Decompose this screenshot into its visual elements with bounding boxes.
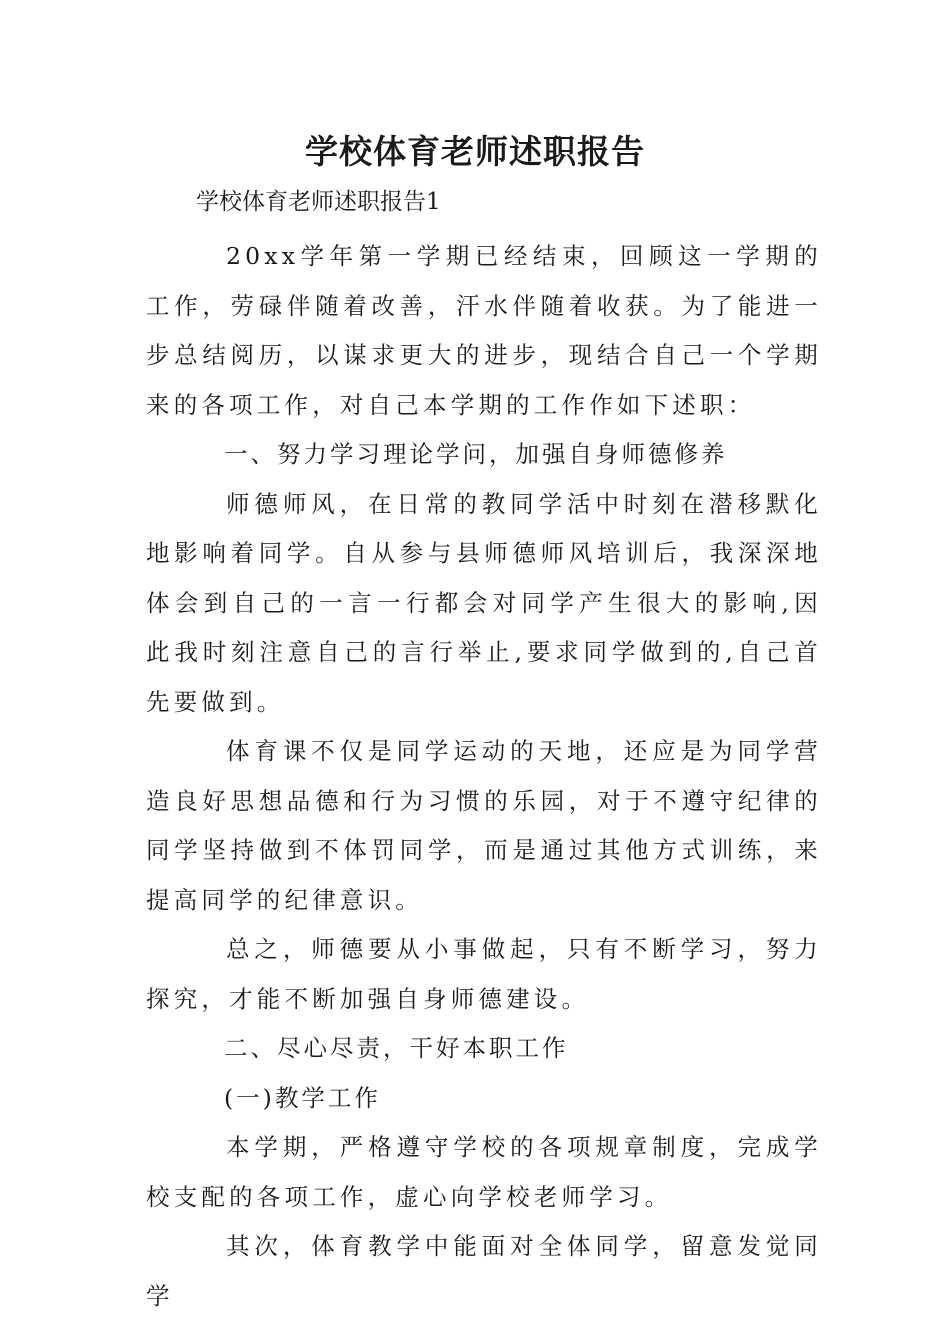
subsection-heading: (一)教学工作: [224, 1083, 381, 1112]
document-body: [146, 232, 822, 1321]
section-heading: 一、努力学习理论学问，加强自身师德修养: [224, 440, 728, 468]
paragraph: 本学期，严格遵守学校的各项规章制度，完成学校支配的各项工作，虚心向学校老师学习。: [146, 1133, 822, 1211]
section-heading: 二、尽心尽责，干好本职工作: [224, 1034, 569, 1062]
paragraph: 师德师风，在日常的教同学活中时刻在潜移默化地影响着同学。自从参与县师德师风培训后，我深深地体会到自己的一言一行都会对同学产生很大的影响,因此我时刻注意自己的言行举止,要求同学做到的,自己首先要做到。: [146, 489, 822, 716]
document-subtitle: 学校体育老师述职报告1: [196, 189, 441, 215]
paragraph: 其次，体育教学中能面对全体同学，留意发觉同学: [146, 1232, 822, 1310]
paragraph: 20xx学年第一学期已经结束，回顾这一学期的工作，劳碌伴随着改善，汗水伴随着收获。为了能进一步总结阅历，以谋求更大的进步，现结合自己一个学期来的各项工作，对自己本学期的工作作如下述职：: [146, 242, 822, 419]
paragraph: 体育课不仅是同学运动的天地，还应是为同学营造良好思想品德和行为习惯的乐园，对于不遵守纪律的同学坚持做到不体罚同学，而是通过其他方式训练，来提高同学的纪律意识。: [146, 737, 822, 914]
document-title: 学校体育老师述职报告: [305, 132, 645, 171]
paragraph: 总之，师德要从小事做起，只有不断学习，努力探究，才能不断加强自身师德建设。: [146, 935, 822, 1013]
